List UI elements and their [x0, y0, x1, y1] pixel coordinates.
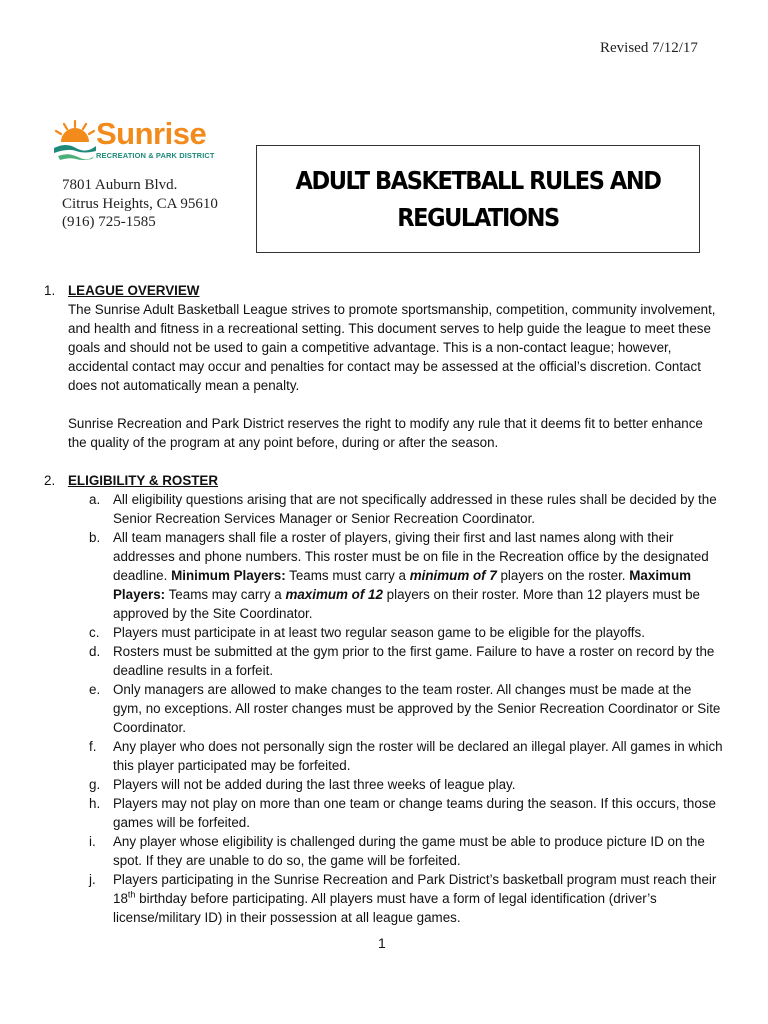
list-item: f. Any player who does not personally sign the roster will be declared an illegal player. All games in which this player participated may be forfeited.: [89, 739, 723, 773]
phone-number: (916) 725-1585: [62, 214, 156, 230]
address-line: Citrus Heights, CA 95610: [62, 195, 218, 212]
section-eligibility-roster: [44, 471, 724, 927]
section-number: 2.: [44, 473, 56, 488]
list-item: i. Any player whose eligibility is challenged during the game must be able to produce picture ID on the spot. If they are unable to do so, the game will be forfeited.: [89, 834, 705, 868]
paragraph: The Sunrise Adult Basketball League strives to promote sportsmanship, competition, community involvement, and health and fitness in a recreational setting. This document serves to help guide the league to meet these goals and should not be used to gain a competitive advantage. This is a non-contact league; however, accidental contact may occur and penalties for contact may be assessed at the official’s discretion. Contact does not automatically mean a penalty.: [68, 302, 716, 393]
section-league-overview: [44, 281, 724, 452]
logo-subtitle: RECREATION & PARK DISTRICT: [96, 151, 215, 160]
sunrise-logo-icon: [52, 118, 98, 164]
list-item: g. Players will not be added during the last three weeks of league play.: [89, 777, 516, 792]
list-item: e. Only managers are allowed to make changes to the team roster. All changes must be made at the gym, no exceptions. All roster changes must be approved by the Senior Recreation Coordinator or Site Coordinator.: [89, 682, 721, 735]
paragraph: Sunrise Recreation and Park District reserves the right to modify any rule that it deems fit to better enhance the quality of the program at any point before, during or after the season.: [68, 416, 703, 450]
title-box: [256, 145, 700, 253]
bold-label: Minimum Players:: [171, 568, 286, 583]
document-body: [44, 281, 724, 927]
section-number: 1.: [44, 283, 56, 298]
emphasis: minimum of 7: [409, 568, 497, 583]
section-title: ELIGIBILITY & ROSTER: [68, 473, 219, 488]
sunrise-logo: [52, 118, 227, 164]
revised-date: Revised 7/12/17: [600, 40, 698, 56]
page-number: 1: [378, 935, 386, 951]
list-item: d. Rosters must be submitted at the gym prior to the first game. Failure to have a roster on record by the deadline results in a forfeit.: [89, 644, 715, 678]
list-item: a. All eligibility questions arising that are not specifically addressed in these rules shall be decided by the Senior Recreation Services Manager or Senior Recreation Coordinator.: [89, 492, 717, 526]
rule-list: [68, 490, 724, 927]
bold-label: Maximum Players:: [113, 568, 692, 602]
logo-wordmark: Sunrise: [96, 116, 207, 151]
list-item: c. Players must participate in at least two regular season game to be eligible for the playoffs.: [89, 625, 645, 640]
list-item: b. All team managers shall file a roster of players, giving their first and last names along with their addresses and phone numbers. This roster must be on file in the Recreation office by the designated deadline. Minimum Players: Teams must carry a minimum of 7 players on the roster. Maximum Players: Teams may carry a maximum of 12 players on their roster. More than 12 players must be approved by the Site Coordinator.: [89, 530, 709, 621]
list-item: h. Players may not play on more than one team or change teams during the season. If this occurs, those games will be forfeited.: [89, 796, 716, 830]
address-block: [62, 176, 218, 232]
address-line: 7801 Auburn Blvd.: [62, 177, 178, 193]
list-item: j. Players participating in the Sunrise Recreation and Park District’s basketball program must reach their 18th birthday before participating. All players must have a form of legal identification (driver’s license/military ID) in their possession at all league games.: [89, 872, 717, 925]
document-title: ADULT BASKETBALL RULES AND REGULATIONS: [295, 166, 661, 232]
superscript: th: [127, 889, 136, 900]
section-title: LEAGUE OVERVIEW: [68, 283, 200, 298]
emphasis: maximum of 12: [285, 587, 383, 602]
